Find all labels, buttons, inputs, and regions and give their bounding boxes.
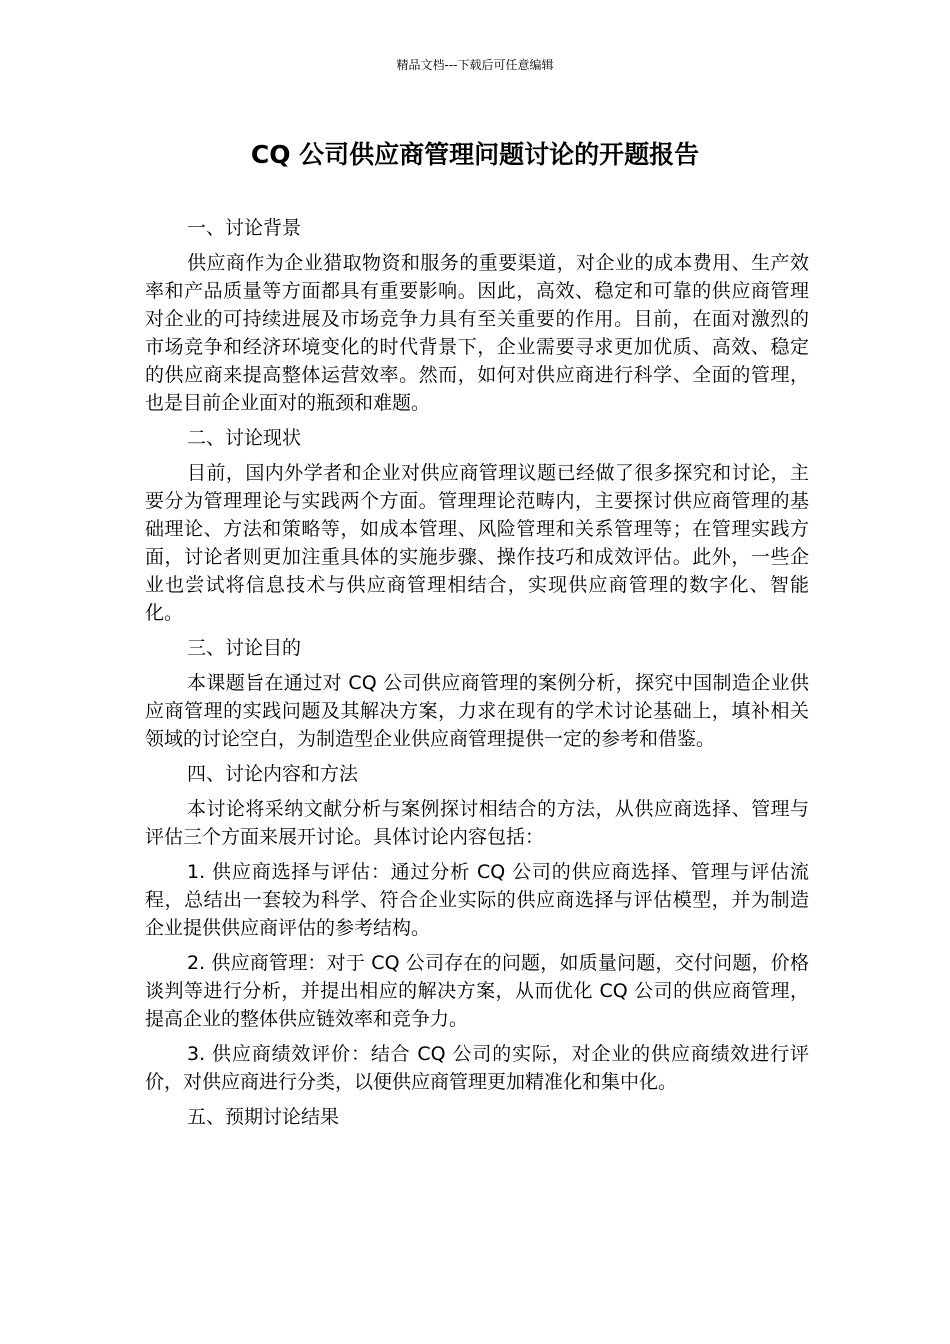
list-item: 1. 供应商选择与评估：通过分析 CQ 公司的供应商选择、管理与评估流程，总结出一套较为科学、符合企业实际的供应商选择与评估模型，并为制造企业提供供应商评估的参考结构。 [145,861,809,939]
list-item: 2. 供应商管理：对于 CQ 公司存在的问题，如质量问题，交付问题，价格谈判等进行分析，并提出相应的解决方案，从而优化 CQ 公司的供应商管理，提高企业的整体供应链效率和竞争力。 [145,952,809,1030]
section-expected-results [145,1103,809,1131]
paragraph: 本讨论将采纳文献分析与案例探讨相结合的方法，从供应商选择、管理与评估三个方面来展开讨论。具体讨论内容包括： [145,798,809,848]
paragraph: 供应商作为企业猎取物资和服务的重要渠道，对企业的成本费用、生产效率和产品质量等方面都具有重要影响。因此，高效、稳定和可靠的供应商管理对企业的可持续进展及市场竞争力具有至关重要的作用。目前，在面对激烈的市场竞争和经济环境变化的时代背景下，企业需要寻求更加优质、高效、稳定的供应商来提高整体运营效率。然而，如何对供应商进行科学、全面的管理，也是目前企业面对的瓶颈和难题。 [145,252,809,414]
document-body [145,214,809,1138]
section-heading: 四、讨论内容和方法 [187,763,359,785]
paragraph: 目前，国内外学者和企业对供应商管理议题已经做了很多探究和讨论，主要分为管理理论与实践两个方面。管理理论范畴内，主要探讨供应商管理的基础理论、方法和策略等，如成本管理、风险管理和关系管理等；在管理实践方面，讨论者则更加注重具体的实施步骤、操作技巧和成效评估。此外，一些企业也尝试将信息技术与供应商管理相结合，实现供应商管理的数字化、智能化。 [145,462,809,624]
document-title: CQ 公司供应商管理问题讨论的开题报告 [250,140,700,169]
section-heading: 五、预期讨论结果 [187,1106,340,1128]
paragraph: 本课题旨在通过对 CQ 公司供应商管理的案例分析，探究中国制造企业供应商管理的实践问题及其解决方案，力求在现有的学术讨论基础上，填补相关领域的讨论空白，为制造型企业供应商管理提供一定的参考和借鉴。 [145,672,809,750]
section-background [145,214,809,417]
list-item: 3. 供应商绩效评价：结合 CQ 公司的实际，对企业的供应商绩效进行评价，对供应商进行分类，以便供应商管理更加精准化和集中化。 [145,1043,809,1093]
section-content-methods [145,760,809,1096]
section-heading: 一、讨论背景 [187,217,302,239]
section-purpose [145,634,809,753]
header-note: 精品文档---下载后可任意编辑 [396,58,554,72]
section-heading: 二、讨论现状 [187,427,302,449]
section-current-status [145,424,809,627]
section-heading: 三、讨论目的 [187,637,302,659]
